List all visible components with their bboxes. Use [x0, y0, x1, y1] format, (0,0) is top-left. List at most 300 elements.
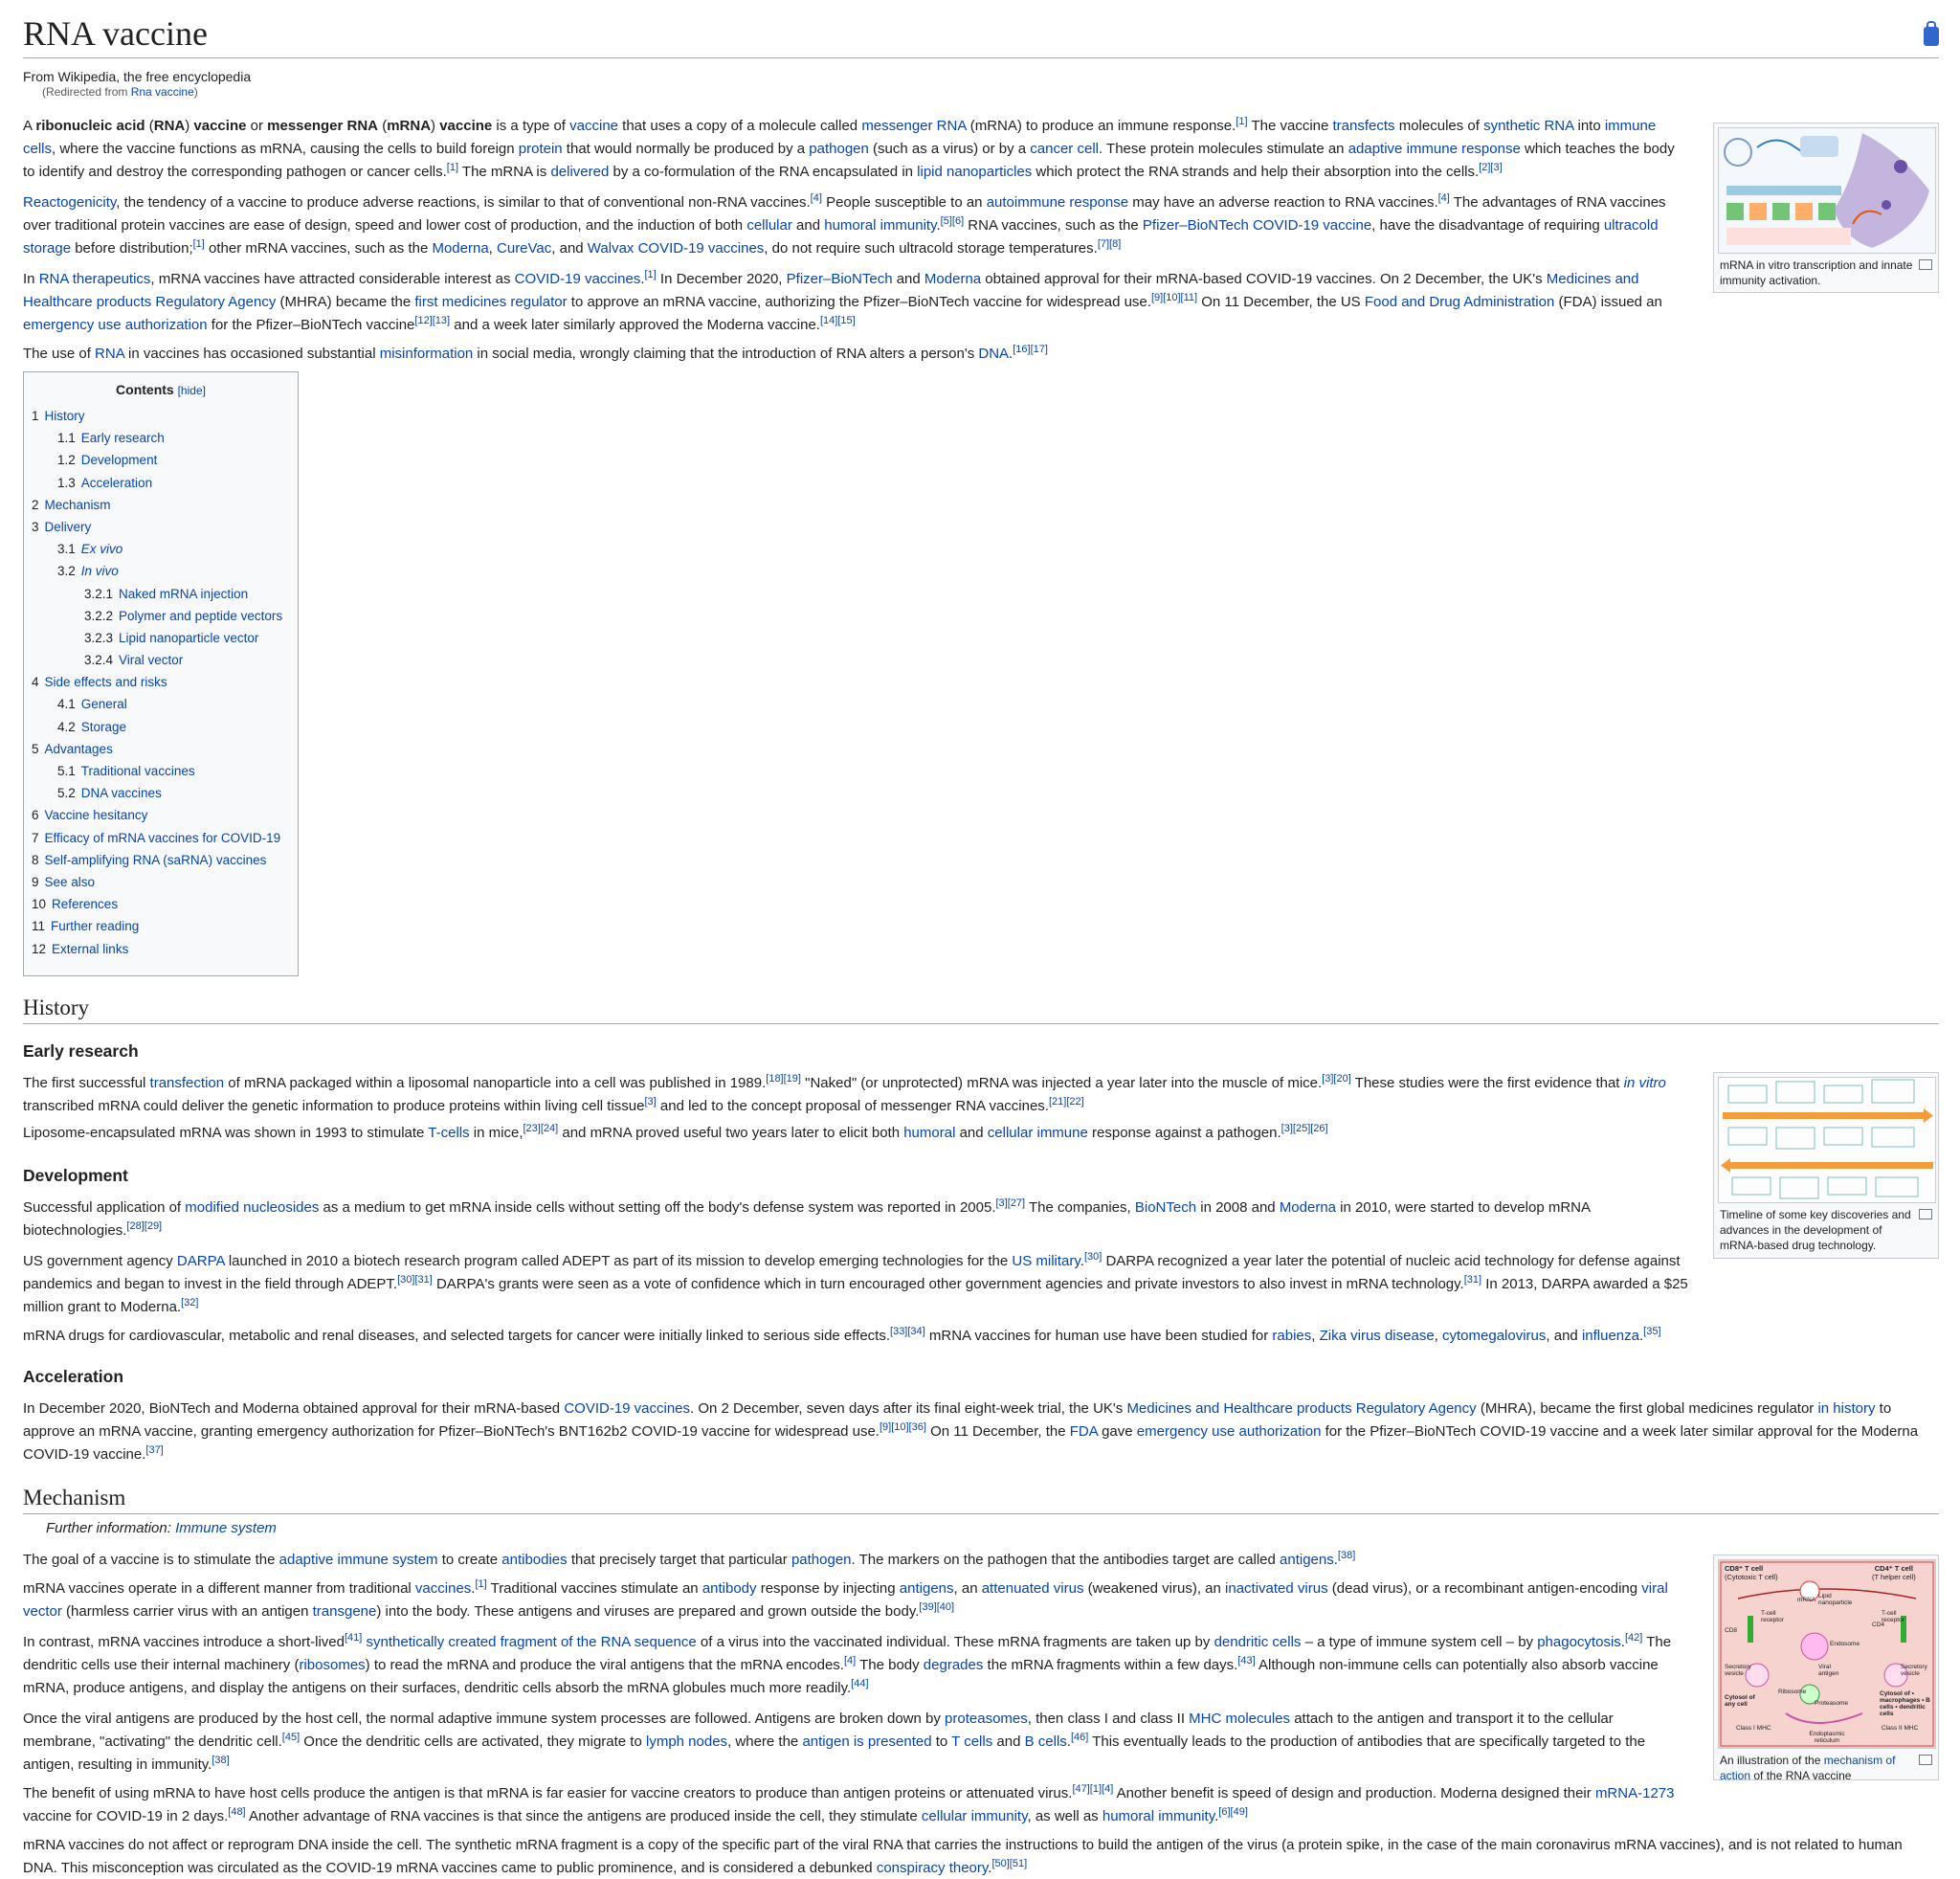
text-run: and: [791, 217, 825, 234]
citation-link[interactable]: [3]: [644, 1096, 657, 1107]
toc-item[interactable]: [32, 449, 290, 471]
wiki-link[interactable]: humoral immunity: [824, 217, 937, 234]
citation-link[interactable]: [2][3]: [1479, 162, 1503, 173]
toc-item-label[interactable]: Development: [80, 453, 158, 468]
label-ribosome: Ribosome: [1778, 1689, 1807, 1695]
wiki-link[interactable]: misinformation: [379, 346, 474, 362]
wiki-link[interactable]: Moderna: [924, 271, 982, 287]
citation-link[interactable]: [31]: [1463, 1274, 1482, 1286]
text-run: Another benefit is speed of design and production. Moderna designed their: [1113, 1785, 1595, 1801]
text-run: .: [936, 217, 941, 234]
text-run: , where the: [727, 1734, 803, 1750]
wiki-link[interactable]: Zika virus disease: [1319, 1328, 1435, 1344]
citation-link[interactable]: [3][25][26]: [1281, 1123, 1328, 1134]
bold-term: vaccine: [439, 118, 493, 134]
citation-link[interactable]: [1]: [446, 162, 459, 173]
text-run: in mice,: [469, 1125, 523, 1141]
wiki-link[interactable]: inactivated virus: [1225, 1580, 1328, 1597]
wiki-link[interactable]: Pfizer–BioNTech: [786, 271, 893, 287]
label-er: Endoplasmic reticulum: [1809, 1731, 1845, 1744]
wiki-link[interactable]: phagocytosis: [1537, 1634, 1621, 1650]
toc-item-number: 3: [32, 519, 39, 534]
citation-link[interactable]: [3][27]: [995, 1197, 1026, 1209]
toc-item-label[interactable]: External links: [52, 941, 129, 956]
text-run: before distribution;: [71, 240, 193, 257]
text-run: to create: [437, 1552, 502, 1568]
lock-icon[interactable]: [1924, 27, 1939, 46]
toc-item[interactable]: [32, 472, 290, 494]
figure-mrna-transcription-image[interactable]: [1718, 127, 1936, 254]
wiki-link[interactable]: synthetically created fragment of the RNA sequence: [366, 1634, 697, 1650]
text-run: .: [1638, 1328, 1644, 1344]
label-secretory-left: Secretory vesicle: [1725, 1664, 1751, 1677]
text-run: , do not require such ultracold storage temperatures.: [764, 240, 1098, 257]
citation-link[interactable]: [4]: [810, 192, 822, 204]
text-run: which teaches the body to identify and destroy the corresponding pathogen or cancer cells.: [23, 141, 1675, 180]
text-run: US government agency: [23, 1253, 177, 1269]
toc-item-number: 9: [32, 874, 39, 889]
text-run: (: [378, 118, 388, 134]
mechanism-paragraph-3: [23, 1631, 1688, 1700]
wiki-link[interactable]: FDA: [1069, 1423, 1098, 1440]
toc-item-number: 8: [32, 852, 39, 867]
wiki-link[interactable]: conspiracy theory: [876, 1860, 989, 1876]
citation-link[interactable]: [9][10][36]: [879, 1421, 926, 1433]
citation-link[interactable]: [4]: [1437, 192, 1450, 204]
toc-item[interactable]: [32, 538, 290, 560]
toc-item[interactable]: [32, 405, 290, 427]
toc-item-label[interactable]: Acceleration: [80, 475, 153, 490]
text-run: , and: [1546, 1328, 1582, 1344]
toc-item[interactable]: [32, 494, 290, 516]
toc-item-label[interactable]: Viral vector: [119, 653, 184, 668]
citation-link[interactable]: [41]: [344, 1632, 363, 1644]
redirect-prefix: (Redirected from: [42, 85, 131, 99]
toc-item-label[interactable]: Vaccine hesitancy: [44, 808, 148, 823]
text-run: (harmless carrier virus with an antigen: [61, 1603, 313, 1620]
wiki-link[interactable]: antigens: [899, 1580, 954, 1597]
wiki-link[interactable]: US military: [1012, 1253, 1080, 1269]
citation-link[interactable]: [1]: [475, 1578, 487, 1590]
text-run: mRNA vaccines operate in a different manner from traditional: [23, 1580, 415, 1597]
hatnote-link[interactable]: Immune system: [175, 1520, 277, 1536]
text-run: This eventually leads to the production of antibodies that are specifically targeted to the antigen, resulting in immunity.: [23, 1734, 1646, 1773]
wiki-link[interactable]: Medicines and Healthcare products Regulatory Agency: [23, 271, 1639, 310]
wiki-link[interactable]: MHC molecules: [1189, 1711, 1291, 1727]
text-run: The mRNA is: [458, 164, 551, 180]
citation-link[interactable]: [28][29]: [126, 1220, 163, 1232]
toc-item-label[interactable]: Further reading: [51, 919, 140, 934]
wiki-link[interactable]: cancer cell: [1030, 141, 1099, 157]
toc-item-label[interactable]: Side effects and risks: [44, 675, 167, 690]
citation-link[interactable]: [23][24]: [523, 1123, 559, 1134]
toc-item-number: 6: [32, 808, 39, 823]
citation-link[interactable]: [42]: [1624, 1632, 1643, 1644]
wiki-link[interactable]: delivered: [550, 164, 610, 180]
wiki-link[interactable]: DNA: [978, 346, 1010, 362]
wiki-link[interactable]: lymph nodes: [646, 1734, 728, 1750]
toc-item[interactable]: [32, 915, 290, 937]
wiki-link[interactable]: adaptive immune system: [278, 1552, 438, 1568]
figure-mechanism-caption: [1720, 1753, 1932, 1783]
citation-link[interactable]: [33][34]: [890, 1326, 925, 1337]
wiki-link[interactable]: adaptive immune response: [1348, 141, 1521, 157]
citation-link[interactable]: [9][10][11]: [1150, 292, 1198, 303]
citation-link[interactable]: [6][49]: [1218, 1806, 1248, 1818]
citation-link[interactable]: [18][19]: [766, 1073, 801, 1085]
text-run: launched in 2010 a biotech research program called ADEPT as part of its mission to develop emerging technologies for the: [224, 1253, 1013, 1269]
wiki-link[interactable]: protein: [518, 141, 563, 157]
wiki-link[interactable]: BioNTech: [1134, 1199, 1197, 1216]
text-run: mRNA vaccines for human use have been studied for: [924, 1328, 1273, 1344]
wiki-link[interactable]: emergency use authorization: [23, 317, 208, 333]
text-run: that would normally be produced by a: [562, 141, 810, 157]
toc-heading: Contents: [116, 382, 174, 397]
toc-item-label[interactable]: DNA vaccines: [80, 786, 162, 801]
toc-item-label[interactable]: Delivery: [44, 519, 92, 534]
toc-item-number: 3.2.3: [84, 630, 114, 645]
text-run: , then class I and class II: [1027, 1711, 1190, 1727]
wiki-link[interactable]: rabies: [1272, 1328, 1312, 1344]
citation-link[interactable]: [44]: [851, 1678, 869, 1689]
label-cytosol-left: Cytosol of any cell: [1725, 1694, 1755, 1708]
toc-item-number: 3.1: [57, 542, 76, 557]
toc-item-label[interactable]: In vivo: [80, 564, 119, 579]
citation-link[interactable]: [46]: [1070, 1732, 1089, 1743]
toc-item[interactable]: [32, 605, 290, 627]
label-viral-antigen: Viral antigen: [1818, 1664, 1839, 1677]
wiki-link[interactable]: degrades: [923, 1657, 984, 1673]
text-run: may have an adverse reaction to RNA vaccines.: [1128, 194, 1438, 211]
citation-link[interactable]: [5][6]: [940, 215, 965, 227]
wiki-link[interactable]: CureVac: [497, 240, 552, 257]
toc-item-number: 5: [32, 741, 39, 756]
wiki-link[interactable]: attenuated virus: [981, 1580, 1084, 1597]
wiki-link[interactable]: COVID-19 vaccines: [514, 271, 641, 287]
figure-mrna-transcription: [1713, 123, 1939, 293]
toc-item[interactable]: [32, 804, 290, 826]
toc-item[interactable]: [32, 560, 290, 582]
toc-item[interactable]: [32, 760, 290, 782]
text-run: . The markers on the pathogen that the antibodies target are called: [851, 1552, 1281, 1568]
toc-item[interactable]: [32, 693, 290, 715]
wiki-link[interactable]: antigens: [1280, 1552, 1334, 1568]
toc-item[interactable]: [32, 583, 290, 605]
wiki-link[interactable]: Moderna: [1279, 1199, 1337, 1216]
toc-item[interactable]: [32, 427, 290, 449]
wiki-link[interactable]: vaccine: [569, 118, 618, 134]
text-run: to: [931, 1734, 952, 1750]
label-cd4-sub: (T helper cell): [1872, 1573, 1916, 1581]
intro-paragraph-4: [23, 343, 1688, 366]
citation-link[interactable]: [7][8]: [1097, 238, 1122, 250]
toc-item[interactable]: [32, 871, 290, 893]
acceleration-paragraph-1: [23, 1398, 1937, 1466]
toc-item-label[interactable]: Mechanism: [44, 497, 111, 512]
text-run: mRNA drugs for cardiovascular, metabolic and renal diseases, and selected targets for cancer were initially linked to serious side effects.: [23, 1328, 891, 1344]
wiki-link[interactable]: T cells: [951, 1734, 993, 1750]
label-secretory-right: Secretory vesicle: [1901, 1664, 1927, 1677]
text-run: molecules of: [1394, 118, 1484, 134]
wiki-link[interactable]: Food and Drug Administration: [1364, 294, 1555, 310]
text-run: In December 2020, BioNTech and Moderna obtained approval for their mRNA-based: [23, 1400, 565, 1417]
citation-link[interactable]: [4]: [843, 1655, 857, 1666]
wiki-link[interactable]: transgene: [312, 1603, 377, 1620]
wiki-link[interactable]: Moderna: [432, 240, 489, 257]
intro-paragraph-1: [23, 115, 1688, 184]
figure-mechanism-image[interactable]: [1718, 1559, 1936, 1749]
citation-link[interactable]: [38]: [1337, 1550, 1356, 1561]
text-run: In December 2020,: [656, 271, 787, 287]
wiki-link[interactable]: in vitro: [1623, 1075, 1666, 1091]
text-run: Successful application of: [23, 1199, 186, 1216]
wiki-link[interactable]: transfects: [1332, 118, 1395, 134]
wiki-link[interactable]: RNA therapeutics: [38, 271, 151, 287]
wiki-link[interactable]: transfection: [149, 1075, 225, 1091]
early-research-paragraph-2: [23, 1122, 1688, 1145]
wiki-link[interactable]: lipid nanoparticles: [917, 164, 1033, 180]
text-run: .: [1333, 1552, 1338, 1568]
text-run: People susceptible to an: [821, 194, 987, 211]
text-run: in social media, wrongly claiming that the introduction of RNA alters a person's: [473, 346, 979, 362]
toc-item-label[interactable]: General: [80, 697, 127, 712]
citation-link[interactable]: [39][40]: [919, 1601, 955, 1613]
toc-item-label[interactable]: Ex vivo: [80, 542, 123, 557]
citation-link[interactable]: [38]: [212, 1755, 230, 1766]
wiki-link[interactable]: vaccines: [414, 1580, 472, 1597]
toc-item-label[interactable]: Storage: [80, 719, 127, 734]
text-run: Once the dendritic cells are activated, they migrate to: [300, 1734, 646, 1750]
text-run: (such as a virus) or by a: [868, 141, 1031, 157]
wiki-link[interactable]: ultracold storage: [23, 217, 1659, 257]
citation-link[interactable]: [30][31]: [397, 1274, 433, 1286]
bold-term: vaccine: [193, 118, 247, 134]
toc-item[interactable]: [32, 716, 290, 738]
mechanism-paragraph-1: [23, 1549, 1688, 1572]
wiki-link[interactable]: DARPA: [176, 1253, 225, 1269]
text-run: in 2010, were started to develop mRNA biotechnologies.: [23, 1199, 1591, 1239]
text-run: attach to the antigen and transport it to the cellular membrane, "activating" the dendritic cell.: [23, 1711, 1614, 1750]
citation-link[interactable]: [47][1][4]: [1072, 1783, 1114, 1795]
text-run: The first successful: [23, 1075, 150, 1091]
wiki-link[interactable]: Pfizer–BioNTech COVID-19 vaccine: [1142, 217, 1372, 234]
toc-item-label[interactable]: Early research: [80, 431, 165, 446]
toc-item[interactable]: [32, 827, 290, 849]
toc-item[interactable]: [32, 671, 290, 693]
wiki-link[interactable]: immune cells: [23, 118, 1657, 157]
text-run: RNA vaccines, such as the: [964, 217, 1143, 234]
figure-timeline-image[interactable]: [1718, 1077, 1936, 1203]
text-run: The companies,: [1025, 1199, 1135, 1216]
mechanism-paragraph-2: [23, 1577, 1688, 1623]
label-tcr-right: T-cell receptor: [1882, 1610, 1904, 1623]
wiki-link[interactable]: mRNA-1273: [1594, 1785, 1675, 1801]
label-cd8-short: CD8: [1725, 1627, 1738, 1634]
toc-item-label[interactable]: Lipid nanoparticle vector: [119, 630, 259, 645]
text-run: .: [471, 1580, 476, 1597]
caption-text: Timeline of some key discoveries and advances in the development of mRNA-based drug technology.: [1720, 1208, 1911, 1252]
toc-item[interactable]: [32, 627, 290, 649]
citation-link[interactable]: [50][51]: [991, 1858, 1028, 1869]
development-paragraph-2: [23, 1250, 1688, 1319]
label-cd8-text: CD8⁺ T cell: [1725, 1564, 1764, 1573]
wiki-link[interactable]: modified nucleosides: [185, 1199, 320, 1216]
toc-item-number: 1.3: [57, 475, 76, 490]
citation-link[interactable]: [1]: [192, 238, 205, 250]
text-run: and: [955, 1125, 988, 1141]
citation-link[interactable]: [3][20]: [1322, 1073, 1351, 1085]
wiki-link[interactable]: cellular: [746, 217, 792, 234]
redirect-link[interactable]: Rna vaccine: [130, 85, 194, 99]
toc-item-label[interactable]: References: [52, 897, 119, 912]
wiki-link[interactable]: dendritic cells: [1214, 1634, 1302, 1650]
caption-suffix: of the RNA vaccine: [1750, 1769, 1852, 1782]
text-run: On 11 December, the US: [1197, 294, 1365, 310]
text-run: .: [1080, 1253, 1084, 1269]
text-run: , where the vaccine functions as mRNA, causing the cells to build foreign: [52, 141, 519, 157]
toc-item-label[interactable]: Advantages: [44, 741, 113, 756]
wiki-link[interactable]: antibodies: [501, 1552, 568, 1568]
wiki-link[interactable]: RNA: [95, 346, 124, 362]
citation-link[interactable]: [14][15]: [819, 315, 856, 326]
wiki-link[interactable]: Walvax COVID-19 vaccines: [587, 240, 765, 257]
wiki-link[interactable]: B cells: [1024, 1734, 1067, 1750]
toc-item-label[interactable]: See also: [44, 874, 96, 889]
caption-link[interactable]: mechanism of action: [1720, 1754, 1896, 1782]
citation-link[interactable]: [1]: [644, 269, 657, 280]
wiki-link[interactable]: cellular immune: [987, 1125, 1088, 1141]
text-run: in vaccines has occasioned substantial: [123, 346, 380, 362]
text-run: ,: [488, 240, 498, 257]
wiki-link[interactable]: T-cells: [428, 1125, 470, 1141]
text-run: In: [23, 271, 39, 287]
wiki-link[interactable]: viral vector: [23, 1580, 1668, 1620]
wiki-link[interactable]: first medicines regulator: [414, 294, 568, 310]
enlarge-icon[interactable]: [1919, 1755, 1932, 1765]
development-paragraph-3: [23, 1325, 1746, 1348]
wiki-link[interactable]: synthetic RNA: [1483, 118, 1574, 134]
wiki-link[interactable]: cellular immunity: [921, 1808, 1028, 1824]
label-tcr-left: T-cell receptor: [1761, 1610, 1784, 1623]
wiki-link[interactable]: messenger RNA: [861, 118, 967, 134]
toc-title: [32, 382, 290, 397]
text-run: Traditional vaccines stimulate an: [486, 1580, 702, 1597]
citation-link[interactable]: [37]: [145, 1444, 164, 1456]
toc-item-label[interactable]: Self-amplifying RNA (saRNA) vaccines: [44, 852, 267, 867]
toc-item-number: 1.1: [57, 431, 76, 446]
intro-paragraph-3: [23, 268, 1688, 337]
wiki-link[interactable]: humoral: [903, 1125, 956, 1141]
wiki-link[interactable]: Medicines and Healthcare products Regulatory Agency: [1126, 1400, 1477, 1417]
text-run: into: [1573, 118, 1605, 134]
wiki-link[interactable]: proteasomes: [945, 1711, 1028, 1727]
wiki-link[interactable]: ribosomes: [299, 1657, 366, 1673]
wiki-link[interactable]: antibody: [702, 1580, 757, 1597]
redirect-notice: [42, 85, 198, 99]
citation-link[interactable]: [1]: [1236, 116, 1248, 127]
wiki-link[interactable]: influenza: [1581, 1328, 1639, 1344]
heading-development: Development: [23, 1166, 128, 1185]
table-of-contents: [23, 371, 299, 976]
toc-item-number: 3.2.1: [84, 586, 114, 601]
toc-item-label[interactable]: Naked mRNA injection: [119, 586, 249, 601]
text-run: The vaccine: [1247, 118, 1333, 134]
tagline: From Wikipedia, the free encyclopedia: [23, 69, 252, 84]
text-run: is a type of: [492, 118, 570, 134]
text-run: response by injecting: [756, 1580, 900, 1597]
toc-item[interactable]: [32, 516, 290, 538]
text-run: that precisely target that particular: [567, 1552, 791, 1568]
toc-item[interactable]: [32, 649, 290, 671]
text-run: response against a pathogen.: [1087, 1125, 1281, 1141]
toc-item[interactable]: [32, 738, 290, 760]
toc-item-label[interactable]: Polymer and peptide vectors: [119, 608, 283, 623]
toc-hide-toggle[interactable]: [hide]: [177, 384, 206, 397]
citation-link[interactable]: [30]: [1083, 1251, 1102, 1263]
toc-item[interactable]: [32, 893, 290, 915]
text-run: A: [23, 118, 36, 134]
text-run: ): [431, 118, 440, 134]
toc-item-number: 7: [32, 830, 39, 845]
citation-link[interactable]: [35]: [1643, 1326, 1661, 1337]
toc-item-label[interactable]: History: [44, 409, 85, 423]
text-run: .: [1214, 1808, 1219, 1824]
citation-link[interactable]: [43]: [1237, 1655, 1256, 1666]
text-run: (MHRA), became the first global medicines regulator: [1476, 1400, 1818, 1417]
citation-link[interactable]: [12][13]: [414, 315, 451, 326]
wiki-link[interactable]: humoral immunity: [1102, 1808, 1215, 1824]
wiki-link[interactable]: antigen is presented: [802, 1734, 932, 1750]
toc-item-number: 1: [32, 409, 39, 423]
toc-list: [32, 405, 290, 960]
toc-item[interactable]: [32, 938, 290, 960]
toc-item-label[interactable]: Efficacy of mRNA vaccines for COVID-19: [44, 830, 281, 845]
label-class1: Class I MHC: [1736, 1725, 1771, 1732]
wiki-link[interactable]: Reactogenicity: [23, 194, 117, 211]
mechanism-diagram: [1719, 1560, 1935, 1748]
citation-link[interactable]: [32]: [181, 1297, 199, 1309]
label-cd4: [1872, 1564, 1916, 1581]
citation-link[interactable]: [21][22]: [1048, 1096, 1084, 1107]
wiki-link[interactable]: emergency use authorization: [1136, 1423, 1322, 1440]
wiki-link[interactable]: cytomegalovirus: [1442, 1328, 1547, 1344]
text-run: and a week later similarly approved the Moderna vaccine.: [450, 317, 820, 333]
toc-item[interactable]: [32, 782, 290, 804]
wiki-link[interactable]: pathogen: [791, 1552, 852, 1568]
text-run: Another advantage of RNA vaccines is that since the antigens are produced inside the cell, they stimulate: [245, 1808, 922, 1824]
text-run: other mRNA vaccines, such as the: [204, 240, 433, 257]
wiki-link[interactable]: COVID-19 vaccines: [564, 1400, 691, 1417]
text-run: in 2008 and: [1196, 1199, 1280, 1216]
wiki-link[interactable]: in history: [1817, 1400, 1876, 1417]
citation-link[interactable]: [45]: [281, 1732, 301, 1743]
enlarge-icon[interactable]: [1919, 1209, 1932, 1219]
wiki-link[interactable]: autoimmune response: [986, 194, 1129, 211]
text-run: .: [1620, 1634, 1625, 1650]
citation-link[interactable]: [48]: [228, 1806, 246, 1818]
wiki-link[interactable]: pathogen: [809, 141, 869, 157]
text-run: ) into the body. These antigens and viruses are prepared and grown outside the body.: [376, 1603, 920, 1620]
toc-item[interactable]: [32, 849, 290, 871]
text-run: to approve an mRNA vaccine, authorizing the Pfizer–BioNTech vaccine for widespread use.: [567, 294, 1151, 310]
enlarge-icon[interactable]: [1919, 259, 1932, 270]
toc-item-number: 5.1: [57, 764, 76, 778]
toc-item-label[interactable]: Traditional vaccines: [80, 764, 195, 778]
text-run: .: [640, 271, 645, 287]
early-research-paragraph-1: [23, 1072, 1688, 1118]
citation-link[interactable]: [16][17]: [1013, 344, 1048, 355]
text-run: .: [1009, 346, 1013, 362]
